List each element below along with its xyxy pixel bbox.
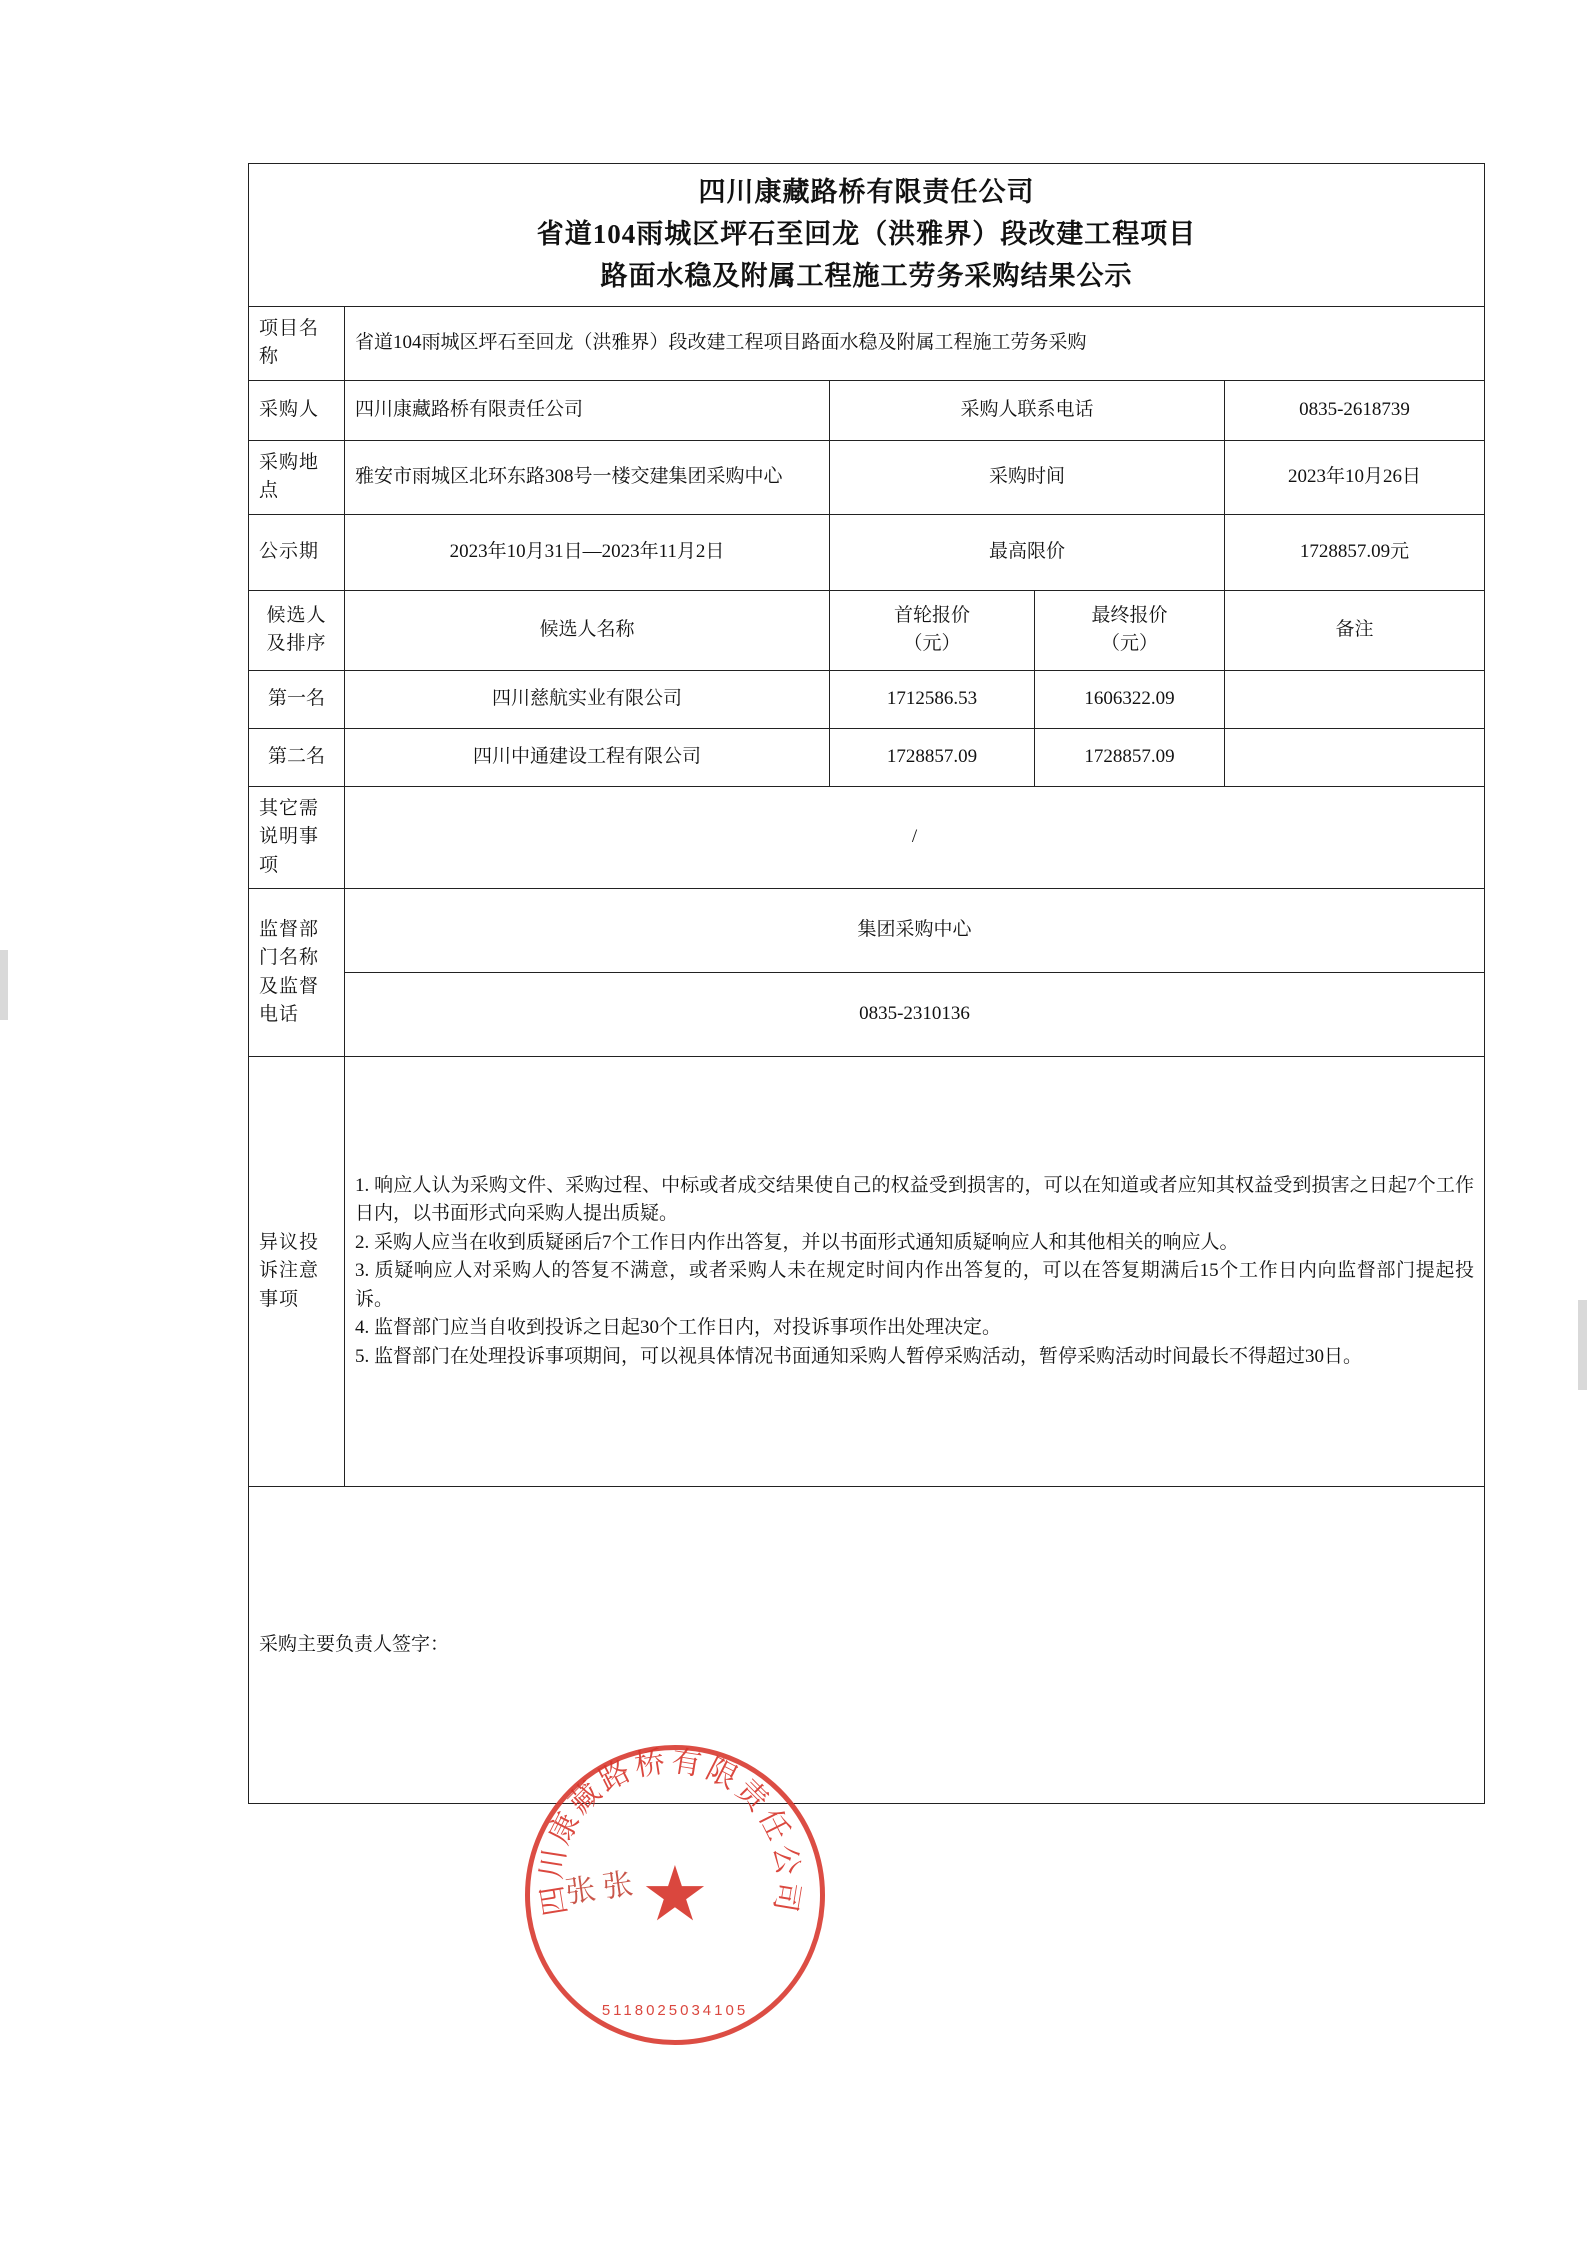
table-row-project-name (249, 306, 1485, 380)
supervisor-name-value: 集团采购中心 (345, 889, 1485, 973)
candidate-final-offer: 1728857.09 (1035, 728, 1225, 786)
candidate-first-offer-header: 首轮报价 （元） (830, 590, 1035, 670)
project-name-value: 省道104雨城区坪石至回龙（洪雅界）段改建工程项目路面水稳及附属工程施工劳务采购 (345, 306, 1485, 380)
candidate-name-header: 候选人名称 (345, 590, 830, 670)
table-row-supervisor-name (249, 889, 1485, 973)
candidate-rank-header: 候选人及排序 (249, 590, 345, 670)
scan-edge-mark (1578, 1300, 1587, 1390)
table-row-title (249, 164, 1485, 307)
seal-signature: 张 张 (563, 1867, 635, 1910)
supervisor-label: 监督部门名称及监督电话 (249, 889, 345, 1057)
objection-item: 2. 采购人应当在收到质疑函后7个工作日内作出答复，并以书面形式通知质疑响应人和其他相关的响应人。 (355, 1231, 1239, 1253)
objection-item: 4. 监督部门应当自收到投诉之日起30个工作日内，对投诉事项作出处理决定。 (355, 1317, 1002, 1339)
table-row-place (249, 440, 1485, 514)
place-value: 雅安市雨城区北环东路308号一楼交建集团采购中心 (345, 440, 830, 514)
table-row-supervisor-phone (249, 973, 1485, 1057)
table-row-buyer (249, 380, 1485, 440)
signature-label: 采购主要负责人签字： (259, 1633, 450, 1655)
candidate-rank: 第二名 (249, 728, 345, 786)
table-row-signature (249, 1487, 1485, 1804)
title-line-2: 省道104雨城区坪石至回龙（洪雅界）段改建工程项目 (536, 218, 1197, 249)
title-line-3: 路面水稳及附属工程施工劳务采购结果公示 (600, 260, 1133, 291)
table-row (249, 670, 1485, 728)
table-row-objection (249, 1057, 1485, 1487)
candidate-name: 四川中通建设工程有限公司 (345, 728, 830, 786)
publicity-value: 2023年10月31日—2023年11月2日 (345, 514, 830, 590)
objection-notes (345, 1057, 1485, 1487)
table-row-publicity (249, 514, 1485, 590)
candidate-final-offer: 1606322.09 (1035, 670, 1225, 728)
candidate-remark (1225, 670, 1485, 728)
buyer-label: 采购人 (249, 380, 345, 440)
svg-text:四川康藏路桥有限责任公司: 四川康藏路桥有限责任公司 (534, 1745, 806, 1919)
objection-item: 3. 质疑响应人对采购人的答复不满意，或者采购人未在规定时间内作出答复的，可以在答复期满后15个工作日内向监督部门提起投诉。 (355, 1260, 1475, 1310)
buyer-value: 四川康藏路桥有限责任公司 (345, 380, 830, 440)
purchase-time-label: 采购时间 (830, 440, 1225, 514)
scan-edge-mark (0, 950, 8, 1020)
seal-code: 5118025034105 (601, 2002, 749, 2019)
seal-star-icon: ★ (640, 1853, 710, 1937)
signature-cell (249, 1487, 1485, 1804)
buyer-phone-label: 采购人联系电话 (830, 380, 1225, 440)
announcement-table (248, 163, 1485, 1804)
max-price-value: 1728857.09元 (1225, 514, 1485, 590)
title-line-1: 四川康藏路桥有限责任公司 (698, 177, 1035, 207)
max-price-label: 最高限价 (830, 514, 1225, 590)
project-name-label: 项目名称 (249, 306, 345, 380)
candidate-first-offer: 1728857.09 (830, 728, 1035, 786)
publicity-label: 公示期 (249, 514, 345, 590)
objection-item: 5. 监督部门在处理投诉事项期间，可以视具体情况书面通知采购人暂停采购活动，暂停采购活动时间最长不得超过30日。 (355, 1345, 1363, 1367)
objection-item: 1. 响应人认为采购文件、采购过程、中标或者成交结果使自己的权益受到损害的，可以在知道或者应知其权益受到损害之日起7个工作日内，以书面形式向采购人提出质疑。 (355, 1174, 1475, 1225)
purchase-time-value: 2023年10月26日 (1225, 440, 1485, 514)
objection-label: 异议投诉注意事项 (249, 1057, 345, 1487)
candidate-rank: 第一名 (249, 670, 345, 728)
other-value: / (345, 786, 1485, 889)
buyer-phone-value: 0835-2618739 (1225, 380, 1485, 440)
place-label: 采购地点 (249, 440, 345, 514)
candidate-first-offer: 1712586.53 (830, 670, 1035, 728)
table-row-candidates-header (249, 590, 1485, 670)
other-label: 其它需说明事项 (249, 786, 345, 889)
candidate-final-offer-header: 最终报价 （元） (1035, 590, 1225, 670)
candidate-remark (1225, 728, 1485, 786)
candidate-name: 四川慈航实业有限公司 (345, 670, 830, 728)
table-row (249, 728, 1485, 786)
title-cell (249, 164, 1485, 307)
table-row-other (249, 786, 1485, 889)
supervisor-phone-value: 0835-2310136 (345, 973, 1485, 1057)
candidate-remark-header: 备注 (1225, 590, 1485, 670)
